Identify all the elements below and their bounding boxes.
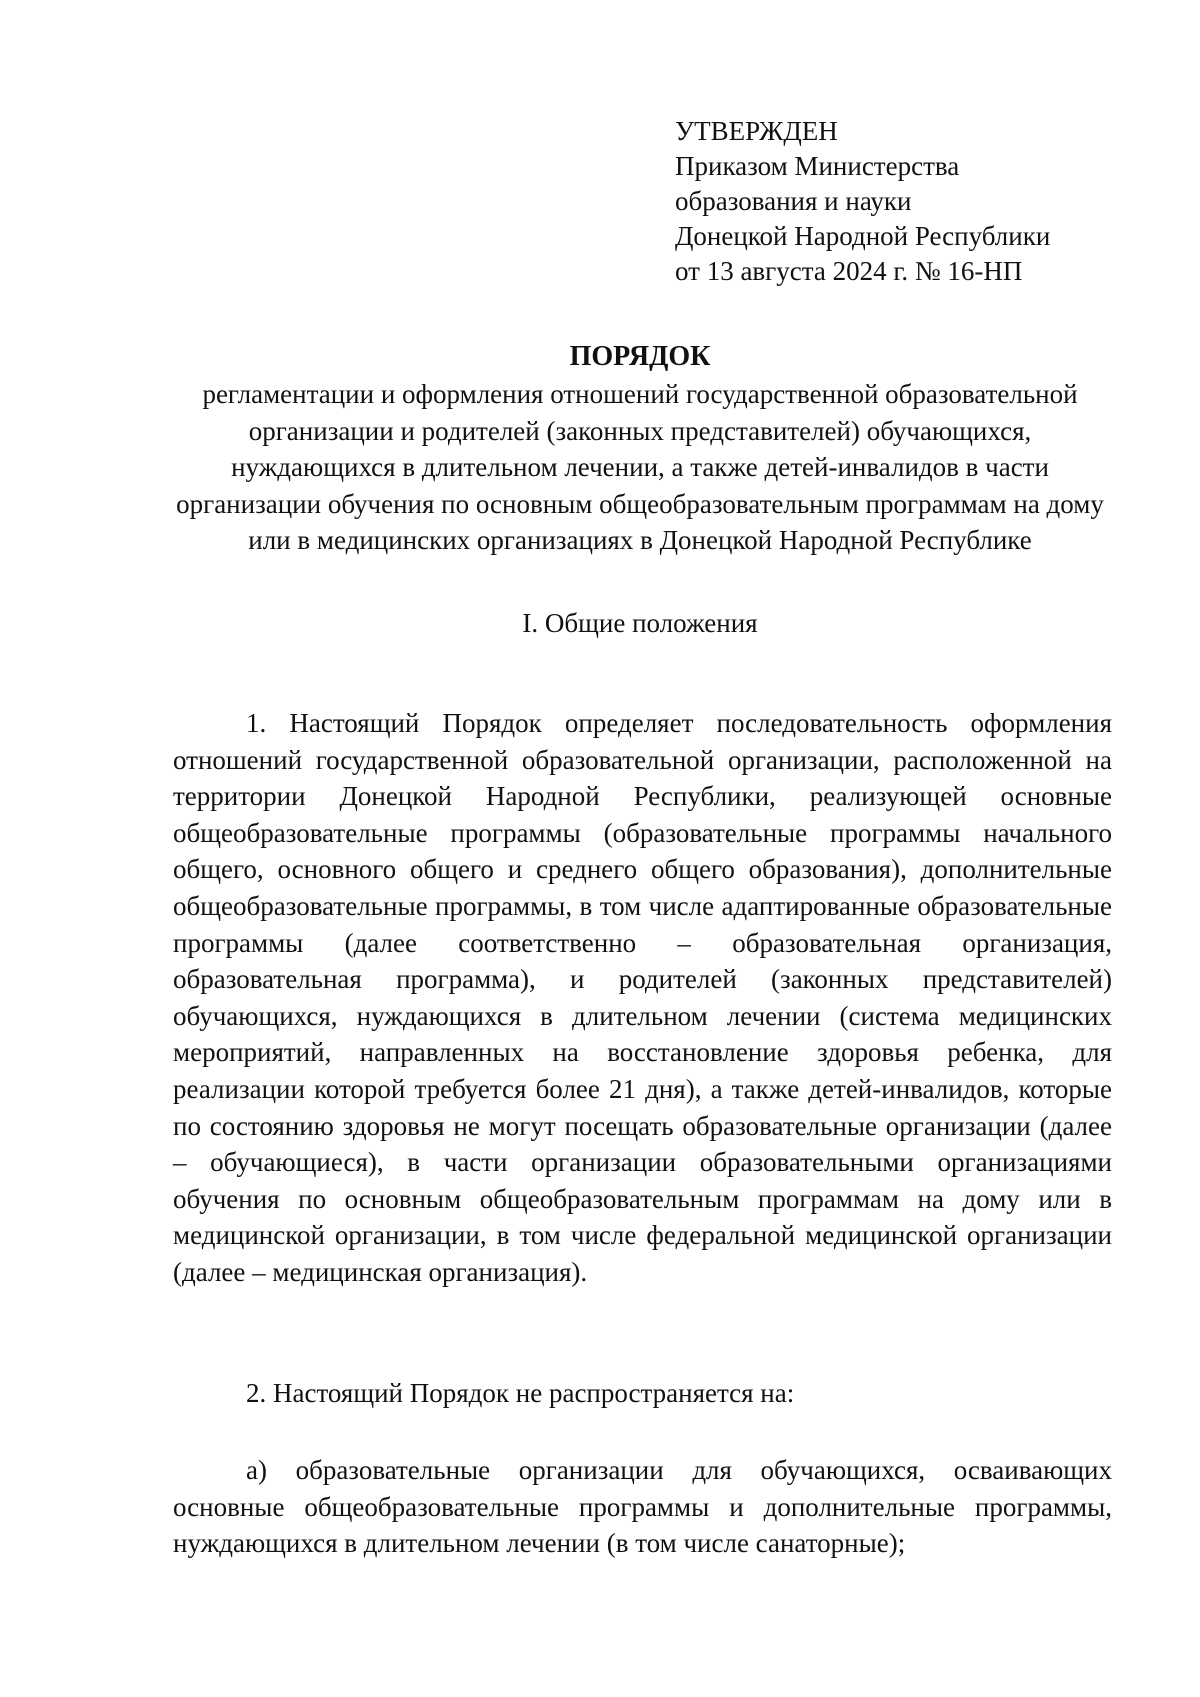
approval-line: Приказом Министерства: [675, 151, 960, 181]
approval-line: УТВЕРЖДЕН: [675, 116, 838, 146]
paragraph-2: 2. Настоящий Порядок не распространяется на:: [246, 1378, 795, 1408]
paragraph-2a: а) образовательные организации для обучающихся, осваивающих основные общеобразовательные программы и дополнительные программы, нуждающихся в длительном лечении (в том числе санаторные);: [173, 1455, 1112, 1559]
approval-stamp-block: [675, 114, 1050, 289]
approval-line: от 13 августа 2024 г. № 16-НП: [675, 256, 1023, 286]
document-title: ПОРЯДОК: [569, 341, 711, 372]
document-subtitle: регламентации и оформления отношений государственной образовательной организации и родителей (законных представителей) обучающихся, нуждающихся в длительном лечении, а также детей-инвалидов в части организации обучения по основным общеобразовательным программам на дому или в медицинских организациях в Донецкой Народной Республике: [176, 379, 1104, 555]
approval-line: образования и науки: [675, 186, 912, 216]
section-heading: I. Общие положения: [522, 608, 758, 638]
paragraph-1: 1. Настоящий Порядок определяет последовательность оформления отношений государственной образовательной организации, расположенной на территории Донецкой Народной Республики, реализующей основные общеобразовательные программы (образовательные программы начального общего, основного общего и среднего общего образования), дополнительные общеобразовательные программы, в том числе адаптированные образовательные программы (далее соответственно – образовательная организация, образовательная программа), и родителей (законных представителей) обучающихся, нуждающихся в длительном лечении (система медицинских мероприятий, направленных на восстановление здоровья ребенка, для реализации которой требуется более 21 дня), а также детей-инвалидов, которые по состоянию здоровья не могут посещать образовательные организации (далее – обучающиеся), в части организации образовательными организациями обучения по основным общеобразовательным программам на дому или в медицинской организации, в том числе федеральной медицинской организации (далее – медицинская организация).: [173, 708, 1112, 1287]
approval-line: Донецкой Народной Республики: [675, 221, 1051, 251]
